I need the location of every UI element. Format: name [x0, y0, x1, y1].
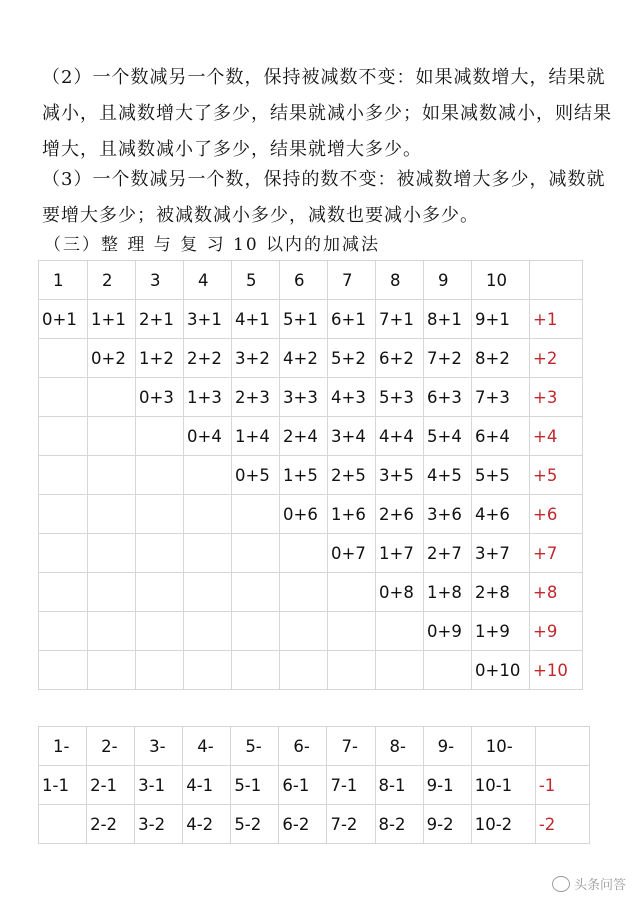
table-row	[39, 417, 583, 456]
expression-cell	[184, 495, 232, 534]
expression-cell	[376, 651, 424, 690]
expression-cell: 5+1	[280, 300, 328, 339]
header-cell: 1-	[39, 727, 87, 766]
expression-cell	[184, 612, 232, 651]
row-label-cell: +6	[530, 495, 583, 534]
expression-cell	[88, 495, 136, 534]
table-row	[39, 495, 583, 534]
expression-cell	[136, 534, 184, 573]
expression-cell: 10-2	[471, 805, 535, 844]
expression-cell: 6-1	[279, 766, 327, 805]
expression-cell: 1+4	[232, 417, 280, 456]
header-cell	[535, 727, 589, 766]
expression-cell: 4+1	[232, 300, 280, 339]
expression-cell: 3+4	[328, 417, 376, 456]
expression-cell: 5-2	[231, 805, 279, 844]
header-cell: 8-	[375, 727, 423, 766]
expression-cell: 8+1	[424, 300, 472, 339]
header-cell: 4	[184, 261, 232, 300]
expression-cell	[280, 612, 328, 651]
expression-cell	[88, 417, 136, 456]
expression-cell: 3+6	[424, 495, 472, 534]
expression-cell	[328, 573, 376, 612]
header-cell: 5	[232, 261, 280, 300]
watermark-text: 头条问答	[573, 878, 626, 893]
row-label-cell: +10	[530, 651, 583, 690]
expression-cell: 4+6	[472, 495, 530, 534]
expression-cell	[184, 651, 232, 690]
chat-bubble-icon	[552, 876, 570, 892]
row-label-cell: +4	[530, 417, 583, 456]
expression-cell	[328, 612, 376, 651]
expression-cell: 5+5	[472, 456, 530, 495]
expression-cell: 4-1	[183, 766, 231, 805]
expression-cell	[184, 573, 232, 612]
expression-cell: 3+5	[376, 456, 424, 495]
expression-cell: 6-2	[279, 805, 327, 844]
expression-cell: 7-1	[327, 766, 375, 805]
expression-cell: 8-1	[375, 766, 423, 805]
expression-cell	[136, 495, 184, 534]
row-label-cell: +5	[530, 456, 583, 495]
expression-cell: 3+3	[280, 378, 328, 417]
expression-cell: 6+3	[424, 378, 472, 417]
expression-cell: 2-1	[87, 766, 135, 805]
expression-cell	[232, 651, 280, 690]
expression-cell	[39, 534, 88, 573]
expression-cell: 4+5	[424, 456, 472, 495]
expression-cell: 5+4	[424, 417, 472, 456]
expression-cell: 0+2	[88, 339, 136, 378]
expression-cell: 3+7	[472, 534, 530, 573]
expression-cell: 8+2	[472, 339, 530, 378]
row-label-cell: +2	[530, 339, 583, 378]
expression-cell: 0+10	[472, 651, 530, 690]
expression-cell: 5+2	[328, 339, 376, 378]
row-label-cell: +9	[530, 612, 583, 651]
expression-cell	[39, 495, 88, 534]
expression-cell	[424, 651, 472, 690]
expression-cell	[39, 417, 88, 456]
table-row	[39, 651, 583, 690]
expression-cell	[232, 573, 280, 612]
header-cell: 7	[328, 261, 376, 300]
expression-cell: 0+7	[328, 534, 376, 573]
expression-cell: 3-2	[135, 805, 183, 844]
header-cell: 3	[136, 261, 184, 300]
header-cell: 5-	[231, 727, 279, 766]
header-cell: 8	[376, 261, 424, 300]
header-cell: 6	[280, 261, 328, 300]
expression-cell	[376, 612, 424, 651]
expression-cell	[39, 612, 88, 651]
table-row	[39, 339, 583, 378]
expression-cell: 4-2	[183, 805, 231, 844]
expression-cell: 9-1	[423, 766, 471, 805]
expression-cell	[328, 651, 376, 690]
expression-cell	[136, 651, 184, 690]
expression-cell: 1-1	[39, 766, 87, 805]
header-cell: 7-	[327, 727, 375, 766]
expression-cell	[280, 651, 328, 690]
section-heading: （三）整 理 与 复 习 10 以内的加减法	[44, 235, 381, 255]
expression-cell: 5+3	[376, 378, 424, 417]
expression-cell: 2+1	[136, 300, 184, 339]
expression-cell: 10-1	[471, 766, 535, 805]
expression-cell	[39, 378, 88, 417]
expression-cell	[39, 651, 88, 690]
expression-cell: 4+3	[328, 378, 376, 417]
expression-cell	[88, 612, 136, 651]
expression-cell: 9+1	[472, 300, 530, 339]
header-row	[39, 727, 590, 766]
expression-cell: 1+1	[88, 300, 136, 339]
row-label-cell: -1	[535, 766, 589, 805]
expression-cell	[39, 339, 88, 378]
header-cell: 9	[424, 261, 472, 300]
expression-cell: 7+2	[424, 339, 472, 378]
expression-cell: 2+8	[472, 573, 530, 612]
expression-cell: 2+7	[424, 534, 472, 573]
table-row	[39, 612, 583, 651]
header-row	[39, 261, 583, 300]
expression-cell	[280, 534, 328, 573]
addition-table	[38, 260, 583, 690]
expression-cell: 3+2	[232, 339, 280, 378]
expression-cell: 0+9	[424, 612, 472, 651]
expression-cell: 6+4	[472, 417, 530, 456]
expression-cell: 6+2	[376, 339, 424, 378]
header-cell: 1	[39, 261, 88, 300]
expression-cell	[280, 573, 328, 612]
expression-cell: 4+4	[376, 417, 424, 456]
expression-cell: 5-1	[231, 766, 279, 805]
expression-cell: 1+3	[184, 378, 232, 417]
header-cell: 10-	[471, 727, 535, 766]
expression-cell	[88, 534, 136, 573]
expression-cell	[136, 612, 184, 651]
expression-cell	[88, 573, 136, 612]
header-cell: 9-	[423, 727, 471, 766]
expression-cell	[184, 456, 232, 495]
expression-cell	[39, 805, 87, 844]
expression-cell: 0+6	[280, 495, 328, 534]
row-label-cell: +3	[530, 378, 583, 417]
row-label-cell: -2	[535, 805, 589, 844]
expression-cell: 7-2	[327, 805, 375, 844]
expression-cell: 1+7	[376, 534, 424, 573]
header-cell: 2	[88, 261, 136, 300]
expression-cell: 2+4	[280, 417, 328, 456]
expression-cell: 4+2	[280, 339, 328, 378]
expression-cell	[88, 378, 136, 417]
table-row	[39, 456, 583, 495]
expression-cell	[136, 456, 184, 495]
expression-cell	[39, 573, 88, 612]
expression-cell: 0+1	[39, 300, 88, 339]
expression-cell	[136, 417, 184, 456]
table-row	[39, 766, 590, 805]
paragraph-rule-2: （2）一个数减另一个数，保持被减数不变：如果减数增大，结果就减小，且减数增大了多少，结果就减小多少；如果减数减小，则结果增大，且减数减小了多少，结果就增大多少。	[42, 67, 612, 160]
expression-cell	[232, 495, 280, 534]
header-cell: 3-	[135, 727, 183, 766]
expression-cell: 1+8	[424, 573, 472, 612]
expression-cell: 0+5	[232, 456, 280, 495]
expression-cell	[136, 573, 184, 612]
expression-cell: 0+3	[136, 378, 184, 417]
header-cell: 2-	[87, 727, 135, 766]
row-label-cell: +8	[530, 573, 583, 612]
expression-cell: 3-1	[135, 766, 183, 805]
expression-cell: 6+1	[328, 300, 376, 339]
expression-cell: 2+6	[376, 495, 424, 534]
watermark	[552, 874, 626, 893]
header-cell: 4-	[183, 727, 231, 766]
expression-cell	[39, 456, 88, 495]
expression-cell	[232, 534, 280, 573]
expression-cell: 2+5	[328, 456, 376, 495]
expression-cell: 7+1	[376, 300, 424, 339]
expression-cell	[88, 651, 136, 690]
header-cell	[530, 261, 583, 300]
paragraph-rule-3: （3）一个数减另一个数，保持的数不变：被减数增大多少，减数就要增大多少；被减数减小多少，减数也要减小多少。	[42, 169, 606, 226]
table-row	[39, 378, 583, 417]
expression-cell: 3+1	[184, 300, 232, 339]
expression-cell: 0+8	[376, 573, 424, 612]
expression-cell	[232, 612, 280, 651]
expression-cell: 1+9	[472, 612, 530, 651]
header-cell: 6-	[279, 727, 327, 766]
table-row	[39, 534, 583, 573]
expression-cell	[88, 456, 136, 495]
subtraction-table	[38, 726, 590, 844]
table-row	[39, 573, 583, 612]
expression-cell: 9-2	[423, 805, 471, 844]
table-row	[39, 300, 583, 339]
expression-cell: 7+3	[472, 378, 530, 417]
expression-cell: 2-2	[87, 805, 135, 844]
expression-cell: 0+4	[184, 417, 232, 456]
expression-cell: 1+6	[328, 495, 376, 534]
expression-cell	[184, 534, 232, 573]
expression-cell: 2+2	[184, 339, 232, 378]
header-cell: 10	[472, 261, 530, 300]
expression-cell: 1+5	[280, 456, 328, 495]
expression-cell: 2+3	[232, 378, 280, 417]
row-label-cell: +1	[530, 300, 583, 339]
expression-cell: 8-2	[375, 805, 423, 844]
row-label-cell: +7	[530, 534, 583, 573]
expression-cell: 1+2	[136, 339, 184, 378]
table-row	[39, 805, 590, 844]
